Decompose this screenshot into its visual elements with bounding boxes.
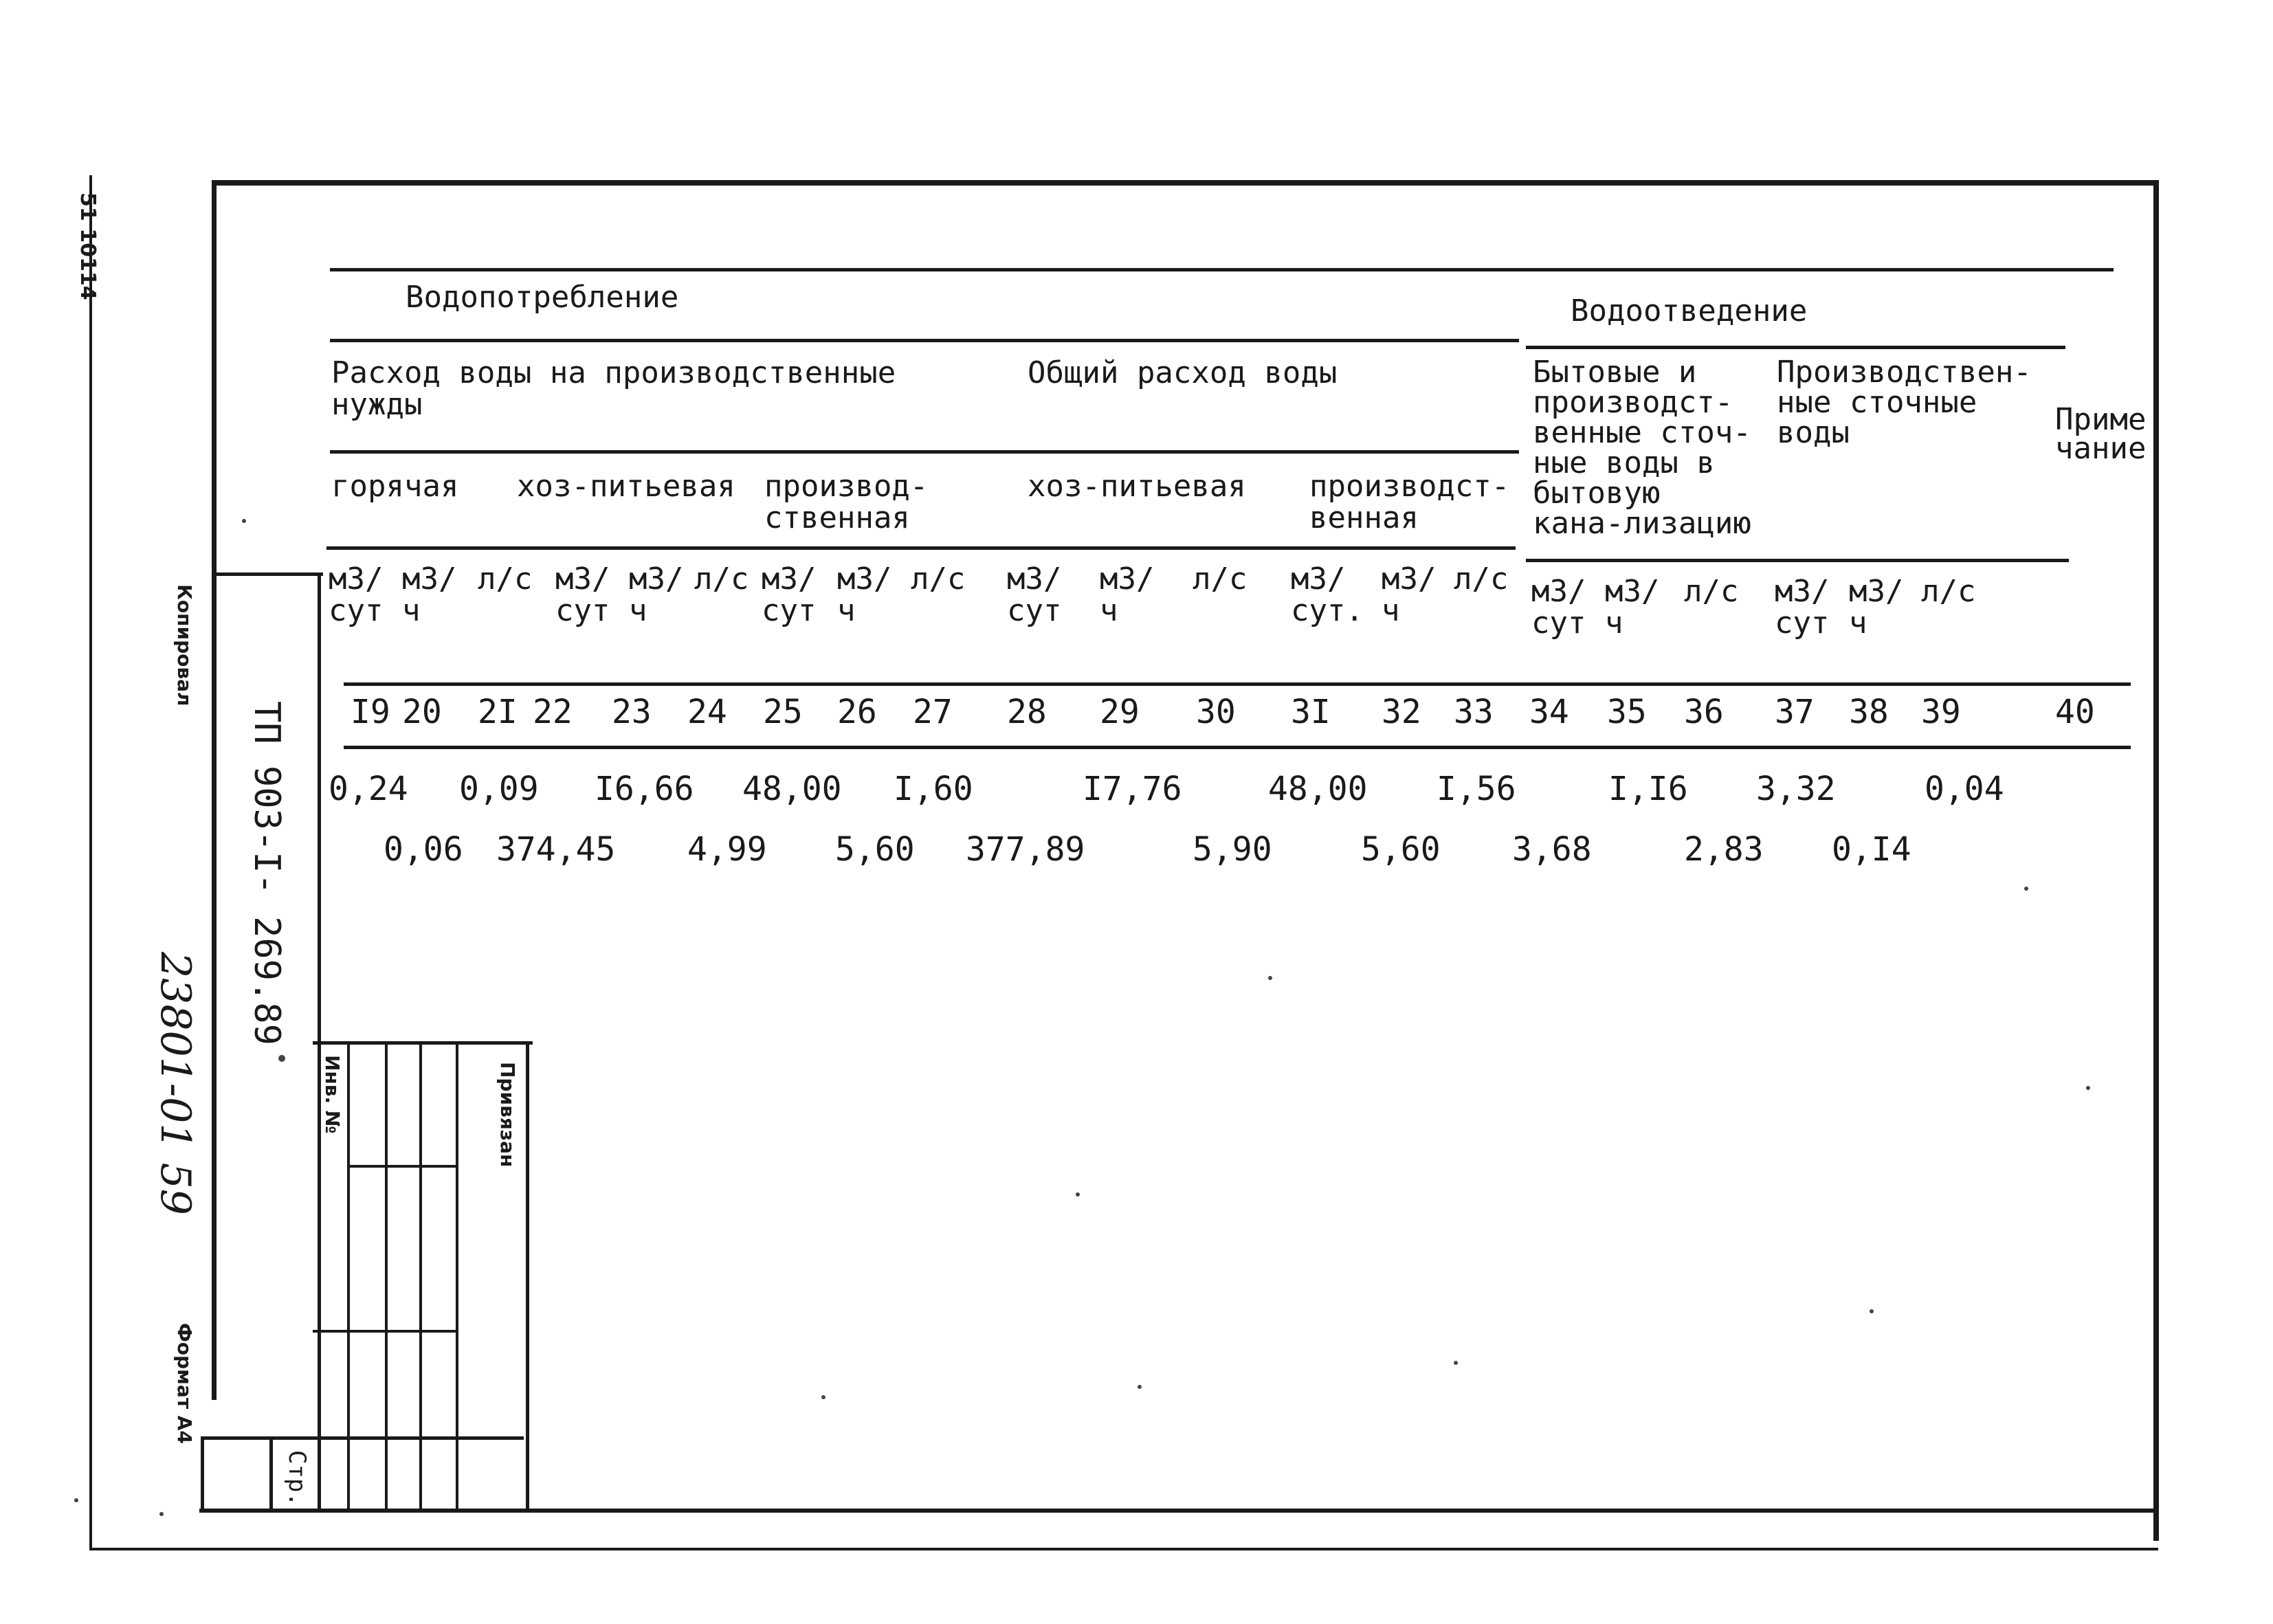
subgroup-hot: горячая: [331, 469, 459, 504]
unit-23: м3/ ч: [629, 561, 684, 628]
value-row1-3: I6,66: [595, 770, 694, 808]
unit-33: л/с: [1454, 561, 1509, 597]
grid-col-1: [347, 1041, 350, 1512]
stamp-doc-code: ТП 903-I- 269.89: [246, 701, 287, 1045]
scan-speck: [2024, 887, 2028, 891]
scan-speck: [1268, 976, 1272, 980]
value-row1-11: 0,04: [1925, 770, 2004, 808]
colnum-40: 40: [2055, 693, 2095, 731]
colnum-22: 22: [533, 693, 573, 731]
water-disposal-title: Водоотведение: [1571, 293, 1808, 329]
frame-right: [2153, 180, 2159, 1541]
stamp-handwritten: 23801-01 59: [151, 952, 199, 1215]
scan-speck: [1138, 1385, 1142, 1389]
unit-26: м3/ ч: [837, 561, 892, 628]
rule-subgroups: [330, 450, 1519, 454]
scan-speck: [1076, 1192, 1080, 1197]
grid-row-1: [347, 1165, 458, 1168]
stamp-applied: Привязан: [496, 1062, 519, 1168]
value-row1-4: 48,00: [742, 770, 842, 808]
value-row1-1: 0,24: [329, 770, 408, 808]
value-row1-6: I7,76: [1083, 770, 1182, 808]
grid-col-3: [419, 1041, 422, 1512]
value-row2-6: 5,90: [1193, 830, 1272, 869]
unit-28: м3/ сут: [1007, 561, 1062, 628]
group-note: Приме чание: [2055, 402, 2147, 466]
value-row2-1: 0,06: [384, 830, 463, 869]
colnum-25: 25: [763, 693, 803, 731]
grid-col-4: [456, 1041, 458, 1512]
stamp-copied: Копировал: [173, 584, 196, 707]
colnum-39: 39: [1921, 693, 1961, 731]
subgroup-drinking-2: хоз-питьевая: [1028, 469, 1246, 504]
frame-left: [212, 180, 217, 1400]
rule-groups-right: [1526, 346, 2065, 349]
scan-speck: [278, 1055, 285, 1062]
scan-speck: [1870, 1309, 1874, 1313]
grid-col-2: [385, 1041, 388, 1512]
unit-37: м3/ сут: [1775, 574, 1830, 641]
colnum-29: 29: [1100, 693, 1140, 731]
unit-22: м3/ сут: [555, 561, 610, 628]
frame-top: [213, 180, 2158, 186]
rule-units-right: [1526, 559, 2069, 562]
colnum-19: I9: [351, 693, 390, 731]
scan-speck: [74, 1498, 78, 1502]
archive-number: 51 10114: [76, 192, 100, 300]
stamp-cell-2: [269, 1436, 273, 1512]
unit-25: м3/ сут: [762, 561, 817, 628]
scan-speck: [1454, 1361, 1458, 1365]
value-row2-2: 374,45: [496, 830, 616, 869]
unit-27: л/с: [911, 561, 966, 597]
rule-colnum-top: [344, 682, 2131, 686]
colnum-20: 20: [402, 693, 442, 731]
frame-bottom: [199, 1509, 2155, 1513]
water-supply-title: Водопотребление: [406, 280, 679, 315]
group-production-sewage: Производствен-ные сточные воды: [1777, 355, 2032, 450]
rule-colnum-bottom: [344, 746, 2131, 749]
colnum-33: 33: [1454, 693, 1494, 731]
colnum-35: 35: [1607, 693, 1647, 731]
value-row2-4: 5,60: [835, 830, 915, 869]
value-row2-3: 4,99: [687, 830, 767, 869]
scan-speck: [159, 1512, 164, 1516]
value-row1-7: 48,00: [1268, 770, 1368, 808]
colnum-24: 24: [687, 693, 727, 731]
outer-bottom-line: [89, 1548, 2158, 1550]
group-total-consumption: Общий расход воды: [1028, 355, 1338, 390]
value-row2-8: 3,68: [1512, 830, 1592, 869]
grid-row-2: [313, 1330, 458, 1333]
scan-speck: [242, 519, 246, 523]
colnum-31: 3I: [1291, 693, 1331, 731]
subgroup-drinking-1: хоз-питьевая: [517, 469, 735, 504]
stamp-cell-1: [201, 1436, 204, 1512]
colnum-28: 28: [1007, 693, 1047, 731]
value-row2-9: 2,83: [1684, 830, 1764, 869]
unit-35: м3/ ч: [1605, 574, 1660, 641]
colnum-21: 2I: [478, 693, 518, 731]
value-row2-5: 377,89: [966, 830, 1085, 869]
value-row1-8: I,56: [1437, 770, 1516, 808]
rule-top: [330, 268, 2114, 271]
grid-top: [313, 1041, 533, 1045]
scan-speck: [821, 1395, 825, 1399]
unit-31: м3/ сут.: [1291, 561, 1364, 628]
unit-20: м3/ ч: [402, 561, 457, 628]
colnum-37: 37: [1775, 693, 1815, 731]
subgroup-production-2: производст-венная: [1309, 469, 1510, 535]
stamp-page: Стр.: [283, 1450, 311, 1506]
value-row2-10: 0,I4: [1832, 830, 1911, 869]
value-row1-9: I,I6: [1608, 770, 1688, 808]
stamp-bottom-row: [201, 1436, 524, 1440]
unit-30: л/с: [1193, 561, 1248, 597]
colnum-23: 23: [612, 693, 652, 731]
stamp-format: Формат А4: [173, 1323, 196, 1444]
colnum-38: 38: [1849, 693, 1889, 731]
unit-38: м3/ ч: [1849, 574, 1904, 641]
colnum-26: 26: [837, 693, 877, 731]
unit-29: м3/ ч: [1100, 561, 1155, 628]
unit-24: л/с: [694, 561, 749, 597]
colnum-34: 34: [1529, 693, 1569, 731]
unit-32: м3/ ч: [1382, 561, 1437, 628]
colnum-32: 32: [1382, 693, 1421, 731]
colnum-27: 27: [913, 693, 953, 731]
group-production-needs: Расход воды на производственные нужды: [331, 355, 896, 422]
unit-21: л/с: [478, 561, 533, 597]
value-row1-2: 0,09: [459, 770, 539, 808]
rule-groups: [330, 339, 1519, 342]
colnum-36: 36: [1684, 693, 1724, 731]
unit-19: м3/ сут: [329, 561, 384, 628]
value-row1-5: I,60: [894, 770, 973, 808]
value-row2-7: 5,60: [1361, 830, 1441, 869]
stamp-top: [213, 572, 323, 576]
colnum-30: 30: [1196, 693, 1236, 731]
group-household-production-sewage: Бытовые и производст-венные сточ-ные воды в бытовую кана-лизацию: [1533, 355, 1751, 541]
unit-36: л/с: [1684, 574, 1739, 609]
value-row1-10: 3,32: [1756, 770, 1836, 808]
unit-34: м3/ сут: [1531, 574, 1586, 641]
rule-units: [326, 546, 1516, 550]
stamp-inv-no: Инв. №: [321, 1055, 344, 1134]
scan-speck: [2086, 1086, 2090, 1090]
grid-col-5: [526, 1041, 529, 1512]
subgroup-production-1: производ-ственная: [764, 469, 929, 535]
unit-39: л/с: [1921, 574, 1976, 609]
outer-left-line: [89, 175, 92, 1550]
